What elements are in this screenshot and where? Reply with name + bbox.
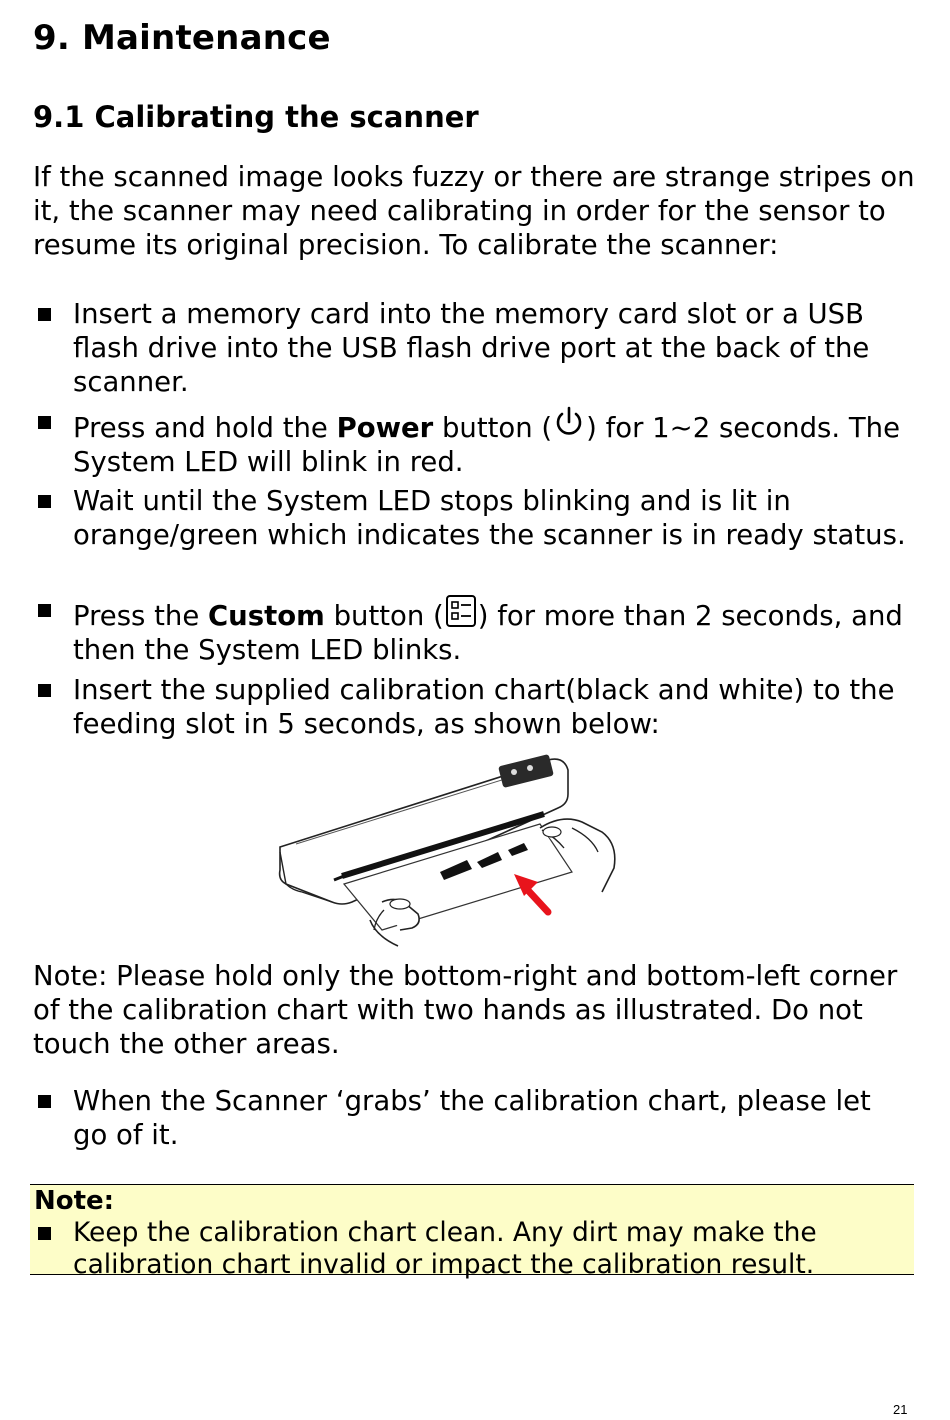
step-text-post: ) for 1~2 seconds. The System LED will blink in red. bbox=[73, 412, 900, 478]
note-title: Note: bbox=[34, 1186, 115, 1216]
step-insert-chart bbox=[33, 673, 908, 741]
hold-note-paragraph: Note: Please hold only the bottom-right and bottom-left corner of the calibration chart with two hands as illustrated. Do not touch the other areas. bbox=[33, 960, 898, 1060]
bullet-square-icon bbox=[38, 1095, 51, 1108]
note-text: Keep the calibration chart clean. Any dirt may make the calibration chart invalid or impact the calibration result. bbox=[73, 1217, 817, 1280]
step-let-go bbox=[33, 1084, 908, 1152]
custom-button-icon bbox=[444, 593, 478, 629]
step-wait-led bbox=[33, 484, 908, 552]
step-insert-card bbox=[33, 297, 908, 399]
page-heading: 9. Maintenance bbox=[33, 18, 331, 58]
step-text: Insert a memory card into the memory card slot or a USB flash drive into the USB flash drive port at the back of the scanner. bbox=[73, 298, 870, 398]
step-text-pre: Press and hold the bbox=[73, 412, 337, 444]
note-box bbox=[30, 1184, 914, 1280]
power-label: Power bbox=[336, 412, 434, 444]
intro-paragraph: If the scanned image looks fuzzy or there are strange stripes on it, the scanner may need calibrating in order for the sensor to resume its original precision. To calibrate the scanner: bbox=[33, 161, 915, 261]
step-text: Insert the supplied calibration chart(black and white) to the feeding slot in 5 seconds, as shown below: bbox=[73, 674, 895, 740]
step-text: When the Scanner ‘grabs’ the calibration chart, please let go of it. bbox=[73, 1085, 871, 1151]
step-text-pre: Press the bbox=[73, 600, 208, 632]
scanner-calibration-illustration bbox=[272, 752, 630, 948]
step-text-mid: button ( bbox=[433, 412, 553, 444]
step-text-post: ) for more than 2 seconds, and then the System LED blinks. bbox=[73, 600, 903, 666]
step-text bbox=[73, 405, 908, 479]
bullet-square-icon bbox=[38, 416, 51, 429]
step-text bbox=[73, 593, 908, 667]
bullet-square-icon bbox=[38, 495, 51, 508]
step-text-mid: button ( bbox=[324, 600, 444, 632]
page-number: 21 bbox=[893, 1402, 908, 1417]
note-bullet bbox=[33, 1217, 893, 1281]
section-heading: 9.1 Calibrating the scanner bbox=[33, 100, 479, 134]
custom-label: Custom bbox=[208, 600, 325, 632]
bullet-square-icon bbox=[38, 1227, 51, 1240]
step-press-power bbox=[33, 405, 908, 479]
bullet-square-icon bbox=[38, 308, 51, 321]
bullet-square-icon bbox=[38, 604, 51, 617]
step-text: Wait until the System LED stops blinking and is lit in orange/green which indicates the scanner is in ready status. bbox=[73, 485, 906, 551]
bullet-square-icon bbox=[38, 684, 51, 697]
power-icon bbox=[552, 405, 586, 441]
step-press-custom bbox=[33, 593, 908, 667]
